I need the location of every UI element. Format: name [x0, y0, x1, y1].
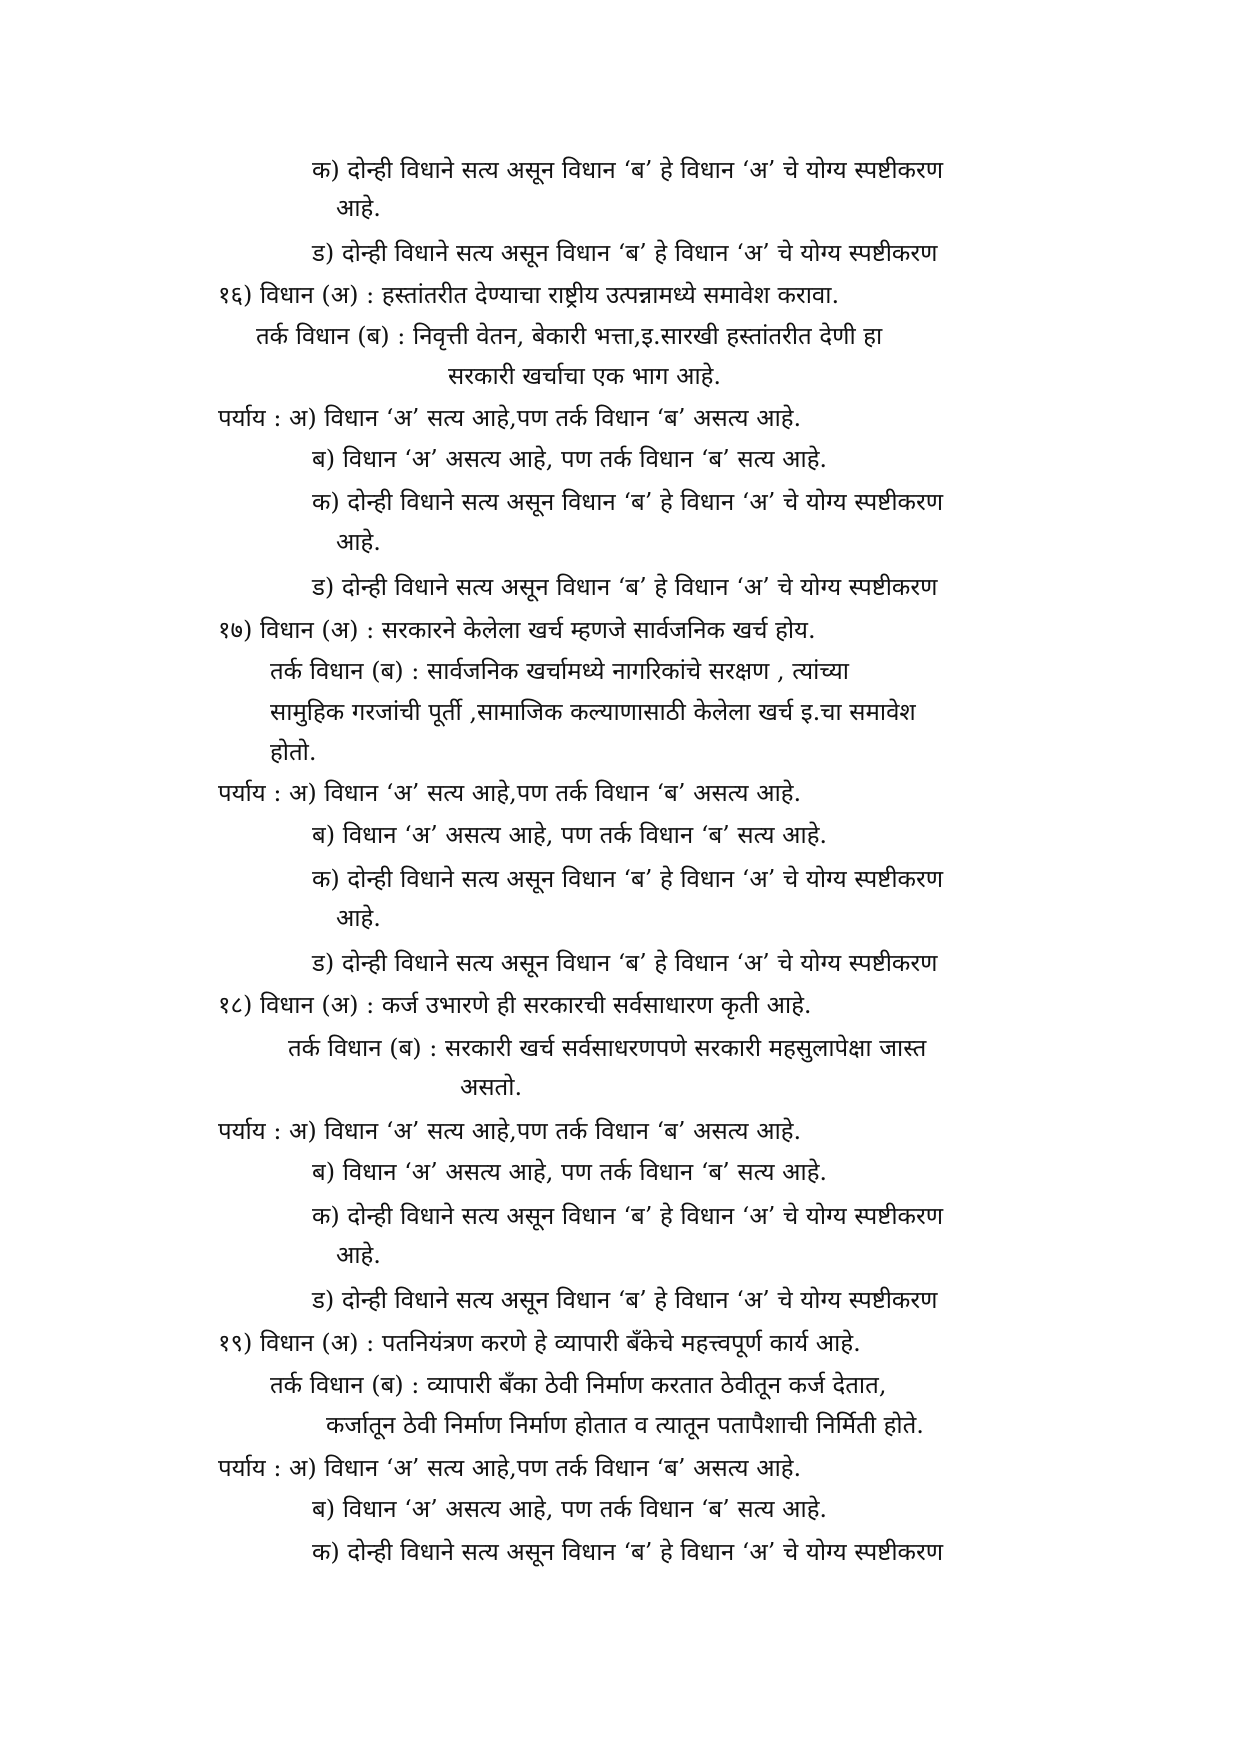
q18-options-a: पर्याय : अ) विधान ‘अ’ सत्य आहे,पण तर्क विधान ‘ब’ असत्य आहे.	[218, 1117, 802, 1145]
q18-option-b: ब) विधान ‘अ’ असत्य आहे, पण तर्क विधान ‘ब’ सत्य आहे.	[312, 1158, 828, 1186]
q15-option-c-continuation: आहे.	[336, 194, 381, 222]
q16-option-c: क) दोन्ही विधाने सत्य असून विधान ‘ब’ हे विधान ‘अ’ चे योग्य स्पष्टीकरण	[312, 488, 944, 516]
q19-options-a: पर्याय : अ) विधान ‘अ’ सत्य आहे,पण तर्क विधान ‘ब’ असत्य आहे.	[218, 1454, 802, 1482]
q16-options-a: पर्याय : अ) विधान ‘अ’ सत्य आहे,पण तर्क विधान ‘ब’ असत्य आहे.	[218, 404, 802, 432]
q18-option-c: क) दोन्ही विधाने सत्य असून विधान ‘ब’ हे विधान ‘अ’ चे योग्य स्पष्टीकरण	[312, 1202, 944, 1230]
q15-option-c: क) दोन्ही विधाने सत्य असून विधान ‘ब’ हे विधान ‘अ’ चे योग्य स्पष्टीकरण	[312, 156, 944, 184]
q15-option-d: ड) दोन्ही विधाने सत्य असून विधान ‘ब’ हे विधान ‘अ’ चे योग्य स्पष्टीकरण	[312, 239, 938, 267]
q16-option-b: ब) विधान ‘अ’ असत्य आहे, पण तर्क विधान ‘ब’ सत्य आहे.	[312, 445, 828, 473]
q18-option-d: ड) दोन्ही विधाने सत्य असून विधान ‘ब’ हे विधान ‘अ’ चे योग्य स्पष्टीकरण	[312, 1286, 938, 1314]
q17-option-c: क) दोन्ही विधाने सत्य असून विधान ‘ब’ हे विधान ‘अ’ चे योग्य स्पष्टीकरण	[312, 865, 944, 893]
q17-statement-b-line3: होतो.	[270, 738, 317, 766]
q17-option-d: ड) दोन्ही विधाने सत्य असून विधान ‘ब’ हे विधान ‘अ’ चे योग्य स्पष्टीकरण	[312, 949, 938, 977]
q16-statement-a: १६) विधान (अ) : हस्तांतरीत देण्याचा राष्ट्रीय उत्पन्नामध्ये समावेश करावा.	[218, 281, 840, 309]
q17-option-b: ब) विधान ‘अ’ असत्य आहे, पण तर्क विधान ‘ब’ सत्य आहे.	[312, 821, 828, 849]
q17-statement-b: तर्क विधान (ब) : सार्वजनिक खर्चामध्ये नागरिकांचे सरक्षण , त्यांच्या	[270, 657, 850, 685]
q17-statement-b-line2: सामुहिक गरजांची पूर्ती ,सामाजिक कल्याणासाठी केलेला खर्च इ.चा समावेश	[270, 698, 916, 726]
q19-statement-b: तर्क विधान (ब) : व्यापारी बँका ठेवी निर्माण करतात ठेवीतून कर्ज देतात,	[270, 1371, 887, 1399]
q19-option-b: ब) विधान ‘अ’ असत्य आहे, पण तर्क विधान ‘ब’ सत्य आहे.	[312, 1495, 828, 1523]
q19-statement-b-continuation: कर्जातून ठेवी निर्माण निर्माण होतात व त्यातून पतापैशाची निर्मिती होते.	[326, 1411, 924, 1439]
q19-option-c: क) दोन्ही विधाने सत्य असून विधान ‘ब’ हे विधान ‘अ’ चे योग्य स्पष्टीकरण	[312, 1538, 944, 1566]
q17-options-a: पर्याय : अ) विधान ‘अ’ सत्य आहे,पण तर्क विधान ‘ब’ असत्य आहे.	[218, 779, 802, 807]
q17-statement-a: १७) विधान (अ) : सरकारने केलेला खर्च म्हणजे सार्वजनिक खर्च होय.	[218, 616, 816, 644]
q16-statement-b: तर्क विधान (ब) : निवृत्ती वेतन, बेकारी भत्ता,इ.सारखी हस्तांतरीत देणी हा	[256, 322, 883, 350]
q17-option-c-continuation: आहे.	[336, 904, 381, 932]
q18-statement-b: तर्क विधान (ब) : सरकारी खर्च सर्वसाधरणपणे सरकारी महसुलापेक्षा जास्त	[288, 1034, 927, 1062]
q19-statement-a: १९) विधान (अ) : पतनियंत्रण करणे हे व्यापारी बँकेचे महत्त्वपूर्ण कार्य आहे.	[218, 1329, 861, 1357]
q16-option-c-continuation: आहे.	[336, 528, 381, 556]
q18-statement-a: १८) विधान (अ) : कर्ज उभारणे ही सरकारची सर्वसाधारण कृती आहे.	[218, 991, 812, 1019]
q18-option-c-continuation: आहे.	[336, 1241, 381, 1269]
q16-option-d: ड) दोन्ही विधाने सत्य असून विधान ‘ब’ हे विधान ‘अ’ चे योग्य स्पष्टीकरण	[312, 573, 938, 601]
q16-statement-b-continuation: सरकारी खर्चाचा एक भाग आहे.	[448, 362, 721, 390]
q18-statement-b-continuation: असतो.	[460, 1073, 523, 1101]
